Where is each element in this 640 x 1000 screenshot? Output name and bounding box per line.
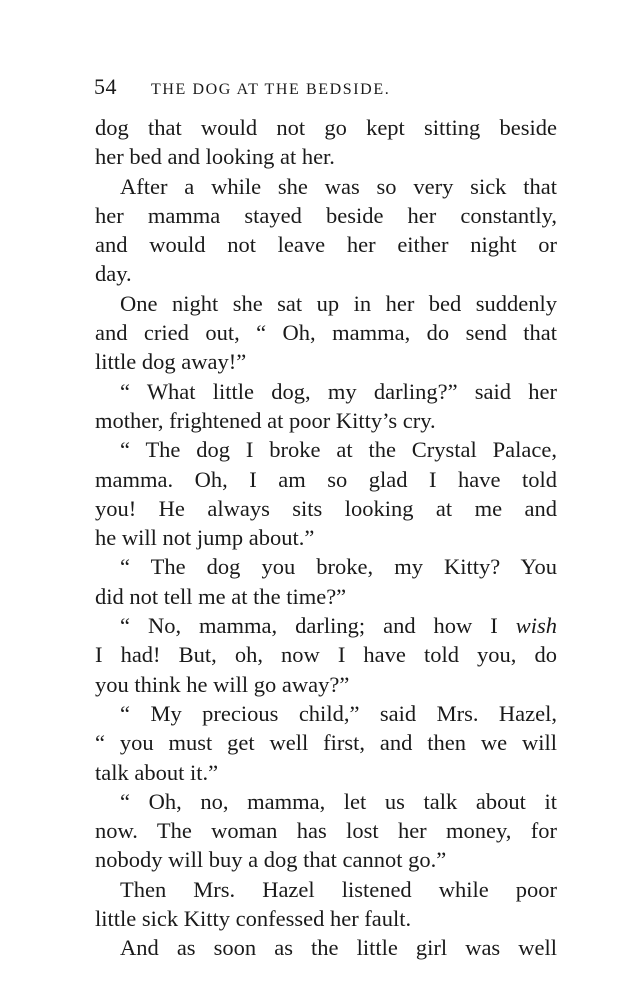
text-line: day.	[95, 261, 132, 287]
text-line: you think he will go away?”	[95, 671, 350, 697]
body-text	[95, 113, 557, 963]
text-line: dog that would not go kept sitting beside	[95, 115, 557, 140]
text-line: “ What little dog, my darling?” said her	[120, 378, 557, 404]
text-line: her bed and looking at her.	[95, 144, 335, 170]
emphasized-word: wish	[515, 613, 557, 639]
text-line: mother, frightened at poor Kitty’s cry.	[95, 407, 436, 433]
text-line: “ The dog you broke, my Kitty? You	[120, 554, 557, 580]
text-line: little dog away!”	[95, 349, 247, 375]
chapter-title: THE DOG AT THE BEDSIDE.	[151, 81, 391, 98]
text-line: little sick Kitty confessed her fault.	[95, 906, 412, 932]
text-line: nobody will buy a dog that cannot go.”	[95, 847, 447, 873]
text-line: her mamma stayed beside her constantly,	[95, 202, 557, 228]
page-number: 54	[94, 74, 117, 99]
text-line	[95, 611, 557, 640]
text-line: and cried out, “ Oh, mamma, do send that	[95, 320, 557, 346]
text-line: “ Oh, no, mamma, let us talk about it	[120, 788, 557, 814]
text-line: talk about it.”	[95, 759, 219, 785]
text-line: “ My precious child,” said Mrs. Hazel,	[120, 700, 557, 726]
text-line: After a while she was so very sick that	[120, 173, 557, 199]
text-line: “ you must get well first, and then we will	[95, 730, 557, 756]
text-line-start: “ No, mamma, darling; and how I	[120, 613, 516, 639]
text-line: I had! But, oh, now I have told you, do	[95, 642, 557, 668]
text-line: and would not leave her either night or	[95, 232, 557, 258]
text-line: “ The dog I broke at the Crystal Palace,	[120, 437, 557, 463]
text-line: he will not jump about.”	[95, 525, 315, 551]
text-line: Then Mrs. Hazel listened while poor	[120, 876, 557, 902]
running-head	[94, 74, 556, 104]
text-line: you! He always sits looking at me and	[95, 495, 557, 521]
text-line: mamma. Oh, I am so glad I have told	[95, 466, 557, 492]
text-line: did not tell me at the time?”	[95, 583, 347, 609]
text-line: One night she sat up in her bed suddenly	[120, 290, 557, 316]
text-line: now. The woman has lost her money, for	[95, 818, 557, 844]
text-line: And as soon as the little girl was well	[120, 935, 557, 961]
